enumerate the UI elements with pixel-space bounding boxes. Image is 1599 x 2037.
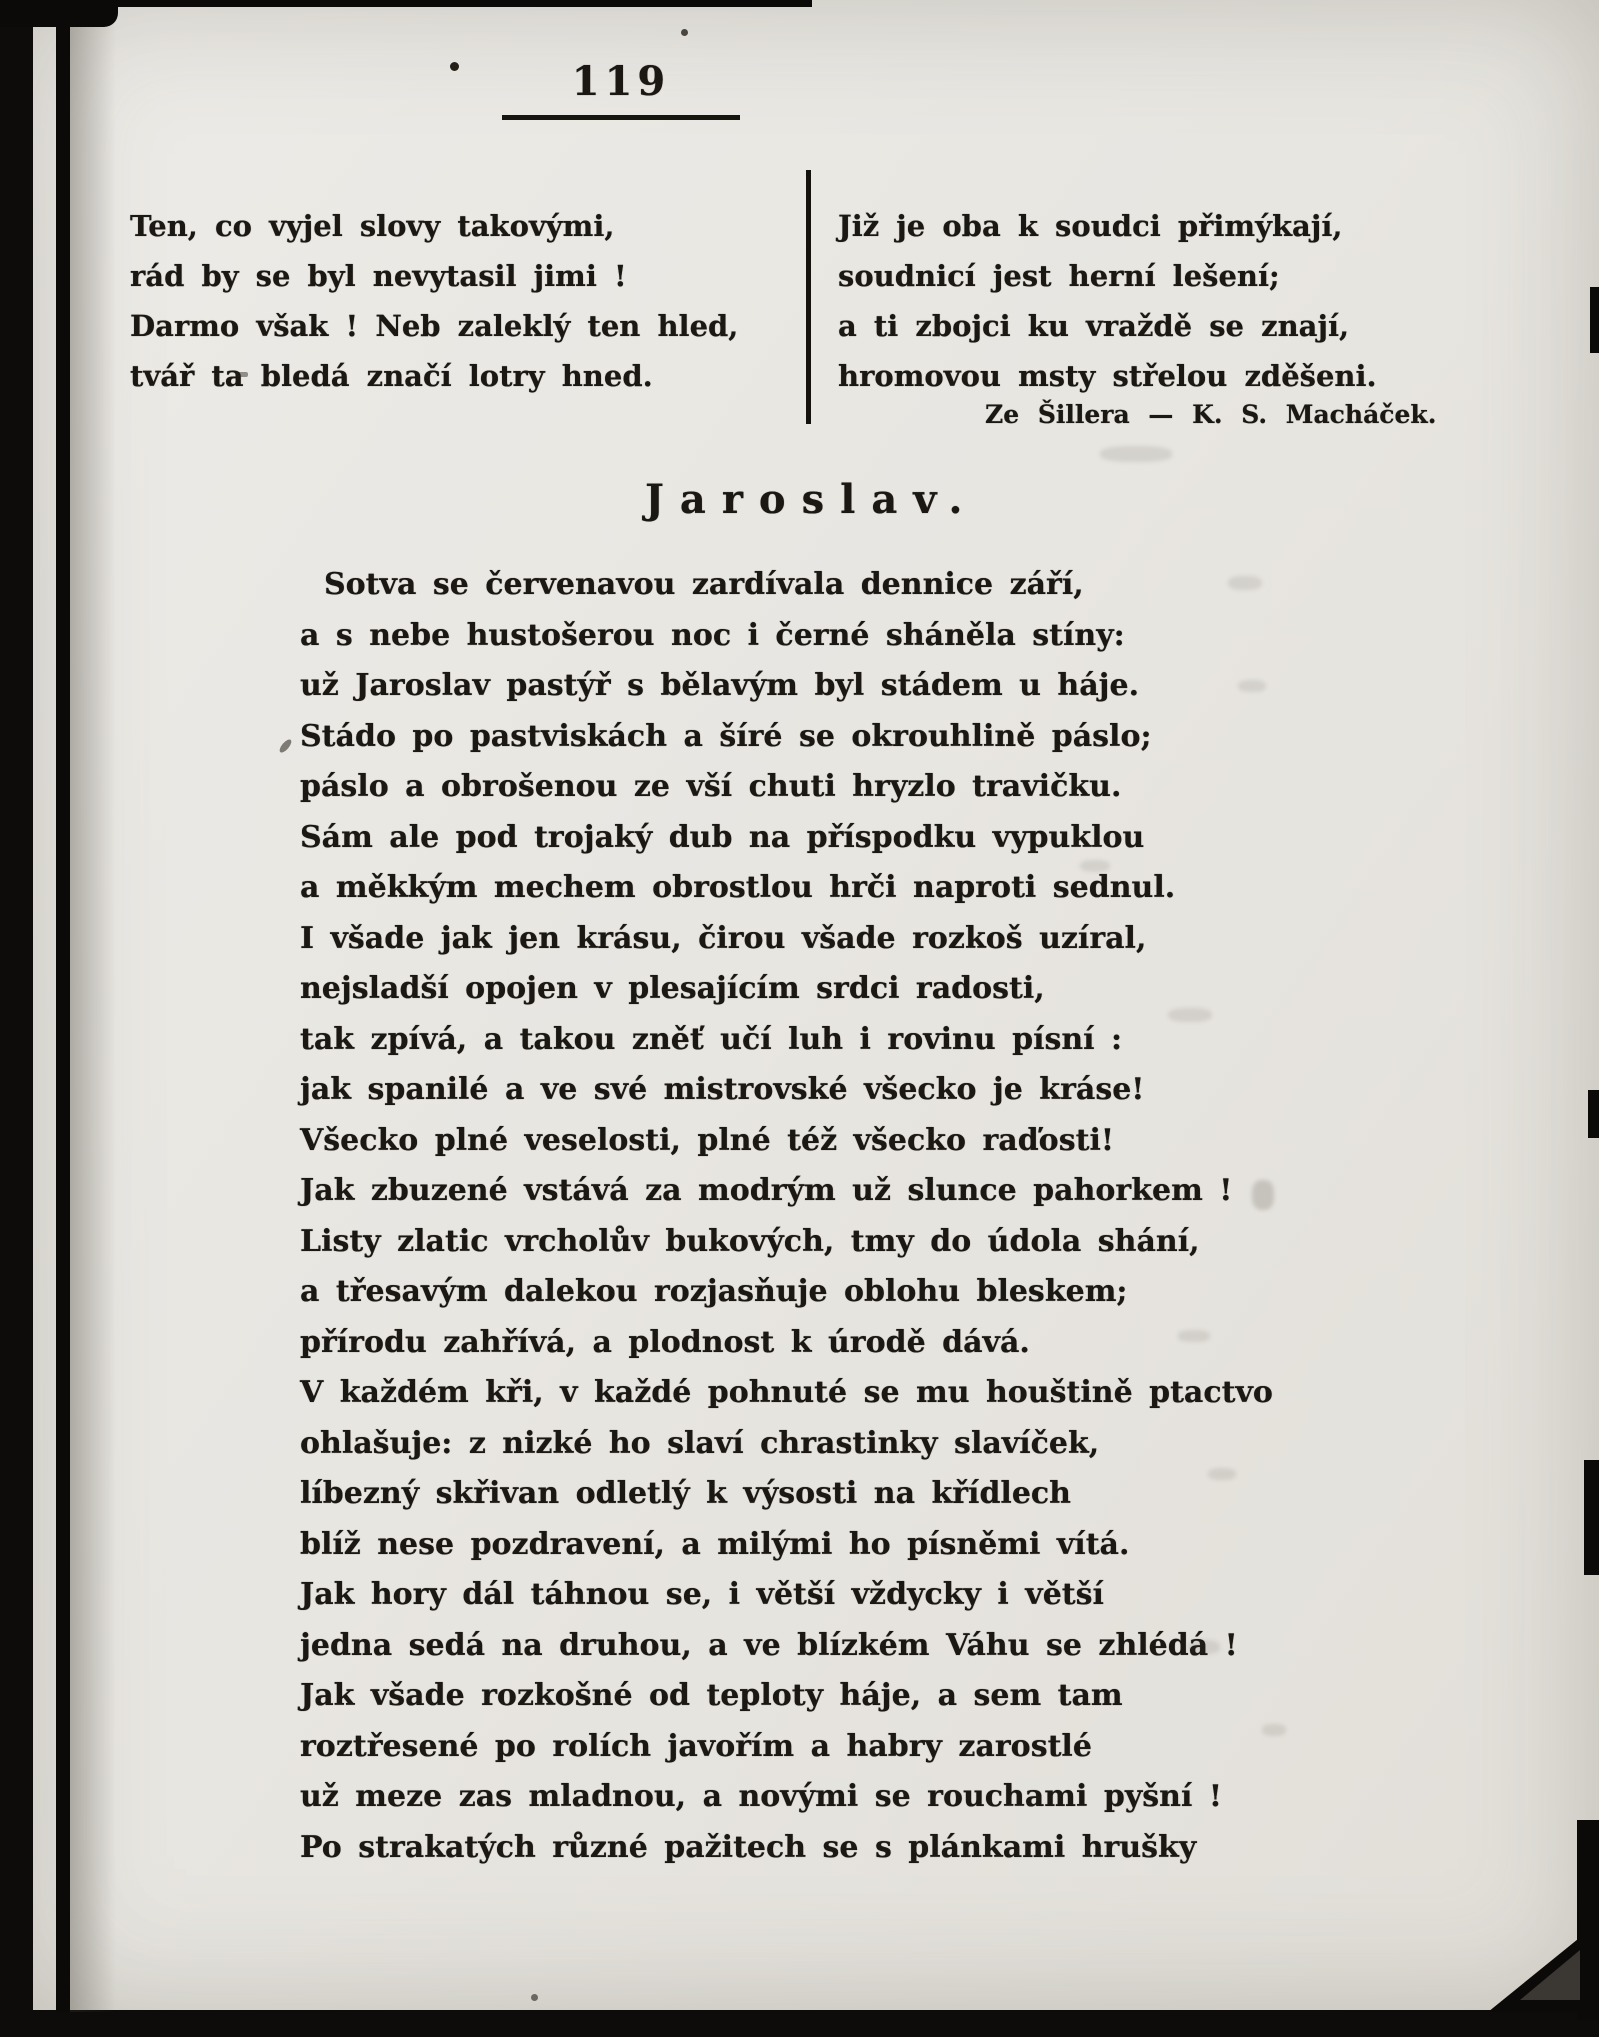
epigram-left-column: [130, 201, 795, 401]
scan-smudge: [1228, 576, 1262, 590]
poem-line: a s nebe hustošerou noc i černé sháněla stíny:: [300, 617, 1125, 653]
poem-line: už meze zas mladnou, a novými se rouchami pyšní !: [300, 1779, 1222, 1814]
poem-line: líbezný skřivan odletlý k výsosti na křídlech: [300, 1476, 1071, 1511]
poem-line: blíž nese pozdravení, a milými ho písněmi vítá.: [300, 1526, 1130, 1562]
epigram-line: tvář ta bledá značí lotry hned.: [130, 359, 653, 393]
poem-line: V každém kři, v každé pohnuté se mu houštině ptactvo: [300, 1375, 1273, 1410]
poem-line: přírodu zahřívá, a plodnost k úrodě dává.: [300, 1324, 1030, 1360]
epigram-line: soudnicí jest herní lešení;: [838, 259, 1280, 293]
scan-smudge: [1080, 860, 1110, 872]
poem-line: jedna sedá na druhou, a ve blízkém Váhu se zhlédá !: [300, 1627, 1238, 1663]
column-divider: [806, 170, 811, 424]
epigram-line: hromovou msty střelou zděšeni.: [838, 359, 1377, 393]
epigram-line: a ti zbojci ku vraždě se znají,: [838, 309, 1350, 343]
scan-smudge: [1188, 1640, 1220, 1654]
gutter-shadow: [70, 0, 116, 2012]
epigram-line: Darmo však ! Neb zaleklý ten hled,: [130, 309, 739, 343]
scan-smudge: [1100, 446, 1172, 462]
scan-smudge: [1168, 1008, 1212, 1022]
epigram-line: Ten, co vyjel slovy takovými,: [130, 209, 615, 243]
poem-line: tak zpívá, a takou zněť učí luh i rovinu písní :: [300, 1021, 1123, 1057]
poem-line: Všecko plné veselosti, plné též všecko raďosti!: [300, 1122, 1115, 1158]
poem-line: Sám ale pod trojaký dub na příspodku vypuklou: [300, 819, 1145, 855]
scan-smudge: [1262, 1724, 1286, 1736]
poem-line: a třesavým dalekou rozjasňuje oblohu bleskem;: [300, 1274, 1128, 1309]
poem-line: ohlašuje: z nizké ho slaví chrastinky slavíček,: [300, 1425, 1100, 1461]
ink-speck: [450, 62, 459, 71]
page-number: 119: [571, 58, 671, 105]
page-edge-mark: [1584, 1460, 1599, 1575]
ink-speck: [681, 29, 688, 36]
epigram-line: Již je oba k soudci přimýkají,: [838, 209, 1343, 243]
poem-line: Jak zbuzené vstává za modrým už slunce pahorkem !: [300, 1173, 1233, 1208]
ink-speck: [531, 1994, 538, 2001]
poem-line: Jak hory dál táhnou se, i větší vždycky i větší: [300, 1577, 1104, 1612]
scan-smudge: [1178, 1330, 1210, 1342]
poem: [300, 560, 1273, 1873]
poem-line: I všade jak jen krásu, čirou všade rozkoš uzíral,: [300, 920, 1147, 956]
scan-smudge: [1238, 680, 1266, 692]
poem-line: nejsladší opojen v plesajícím srdci radosti,: [300, 971, 1045, 1006]
poem-line: Jak všade rozkošné od teploty háje, a sem tam: [300, 1678, 1123, 1713]
scan-edge-top: [0, 0, 812, 7]
poem-line: Stádo po pastviskách a šíré se okrouhlině páslo;: [300, 718, 1152, 754]
book-gutter-line: [56, 0, 70, 2012]
page-number-rule: [502, 115, 740, 120]
ink-speck: [236, 372, 248, 377]
page-edge-mark: [1590, 287, 1599, 353]
page-edge-mark: [1588, 1090, 1599, 1138]
scan-smudge: [1208, 1468, 1236, 1480]
poem-line: páslo a obrošenou ze vší chuti hryzlo travičku.: [300, 769, 1122, 804]
poem-title: Jaroslav.: [645, 476, 979, 523]
scan-edge-top-left: [0, 0, 118, 27]
poem-line: jak spanilé a ve své mistrovské všecko je kráse!: [300, 1072, 1145, 1107]
poem-line: roztřesené po rolích javořím a habry zarostlé: [300, 1728, 1092, 1764]
scan-smudge: [1252, 1180, 1274, 1210]
epigram-line: rád by se byl nevytasil jimi !: [130, 259, 627, 293]
epigram-right-column: [838, 201, 1377, 401]
attribution: Ze Šillera — K. S. Macháček.: [985, 400, 1437, 429]
poem-line: Listy zlatic vrcholův bukových, tmy do údola shání,: [300, 1223, 1200, 1259]
poem-line: Sotva se červenavou zardívala dennice září,: [324, 567, 1084, 602]
poem-line: a měkkým mechem obrostlou hrči naproti sednul.: [300, 870, 1176, 905]
poem-line: Po strakatých různé pažitech se s plánkami hrušky: [300, 1829, 1197, 1865]
poem-line: už Jaroslav pastýř s bělavým byl stádem u háje.: [300, 668, 1140, 703]
